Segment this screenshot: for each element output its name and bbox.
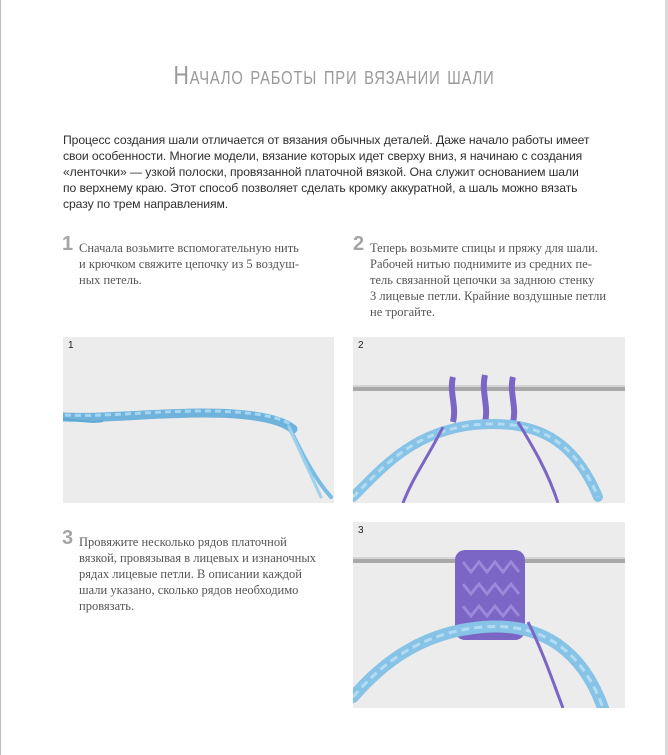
photo-pick-up-loops	[353, 337, 625, 503]
intro-line: сразу по трем направлениям.	[63, 197, 229, 211]
photo-label: 1	[68, 340, 74, 351]
step-line: ных петель.	[79, 273, 142, 287]
intro-line: свои особенности. Многие модели, вязание которых идет сверху вниз, я начинаю с создания	[63, 149, 583, 163]
step-line: Сначала возьмите вспомогательную нить	[79, 241, 299, 255]
step-text	[79, 534, 347, 614]
step-line: 3 лицевые петли. Крайние воздушные петли	[370, 289, 607, 303]
step-line: Рабочей нитью поднимите из средних пе-	[370, 257, 592, 271]
step-1	[62, 233, 342, 288]
intro-line: по верхнему краю. Этот способ позволяет сделать кромку аккуратной, а шаль можно вязать	[63, 181, 578, 195]
step-2	[353, 233, 643, 320]
intro-line: «ленточки» — узкой полоски, провязанной платочной вязкой. Она служит основанием шали	[63, 165, 579, 179]
step-line: не трогайте.	[370, 305, 435, 319]
step-3	[62, 527, 347, 614]
photo-label: 3	[358, 525, 364, 536]
page-border-left	[0, 0, 1, 755]
step-line: Провяжите несколько рядов платочной	[79, 535, 287, 549]
step-line: и крючком свяжите цепочку из 5 воздуш-	[79, 257, 299, 271]
step-text	[79, 240, 342, 288]
step-line: провязать.	[79, 599, 135, 613]
step-number: 1	[62, 233, 74, 255]
crochet-chain-illustration	[63, 337, 334, 503]
photo-label: 2	[358, 340, 364, 351]
intro-line: Процесс создания шали отличается от вязания обычных деталей. Даже начало работы имеет	[63, 133, 590, 147]
step-line: шали указано, сколько рядов необходимо	[79, 583, 299, 597]
step-number: 3	[62, 527, 74, 549]
step-line: тель связанной цепочки за заднюю стенку	[370, 273, 595, 287]
page-title: Начало работы при вязании шали	[173, 60, 495, 90]
needle-loops-illustration	[353, 337, 625, 503]
step-line: Теперь возьмите спицы и пряжу для шали.	[370, 241, 598, 255]
intro-paragraph	[63, 132, 623, 212]
step-number: 2	[353, 233, 365, 255]
step-text	[370, 240, 643, 320]
photo-chain	[63, 337, 334, 503]
knitted-rows-illustration	[353, 522, 625, 708]
step-line: вязкой, провязывая в лицевых и изнаночных	[79, 551, 317, 565]
step-line: рядах лицевые петли. В описании каждой	[79, 567, 302, 581]
photo-knitted-rows	[353, 522, 625, 708]
